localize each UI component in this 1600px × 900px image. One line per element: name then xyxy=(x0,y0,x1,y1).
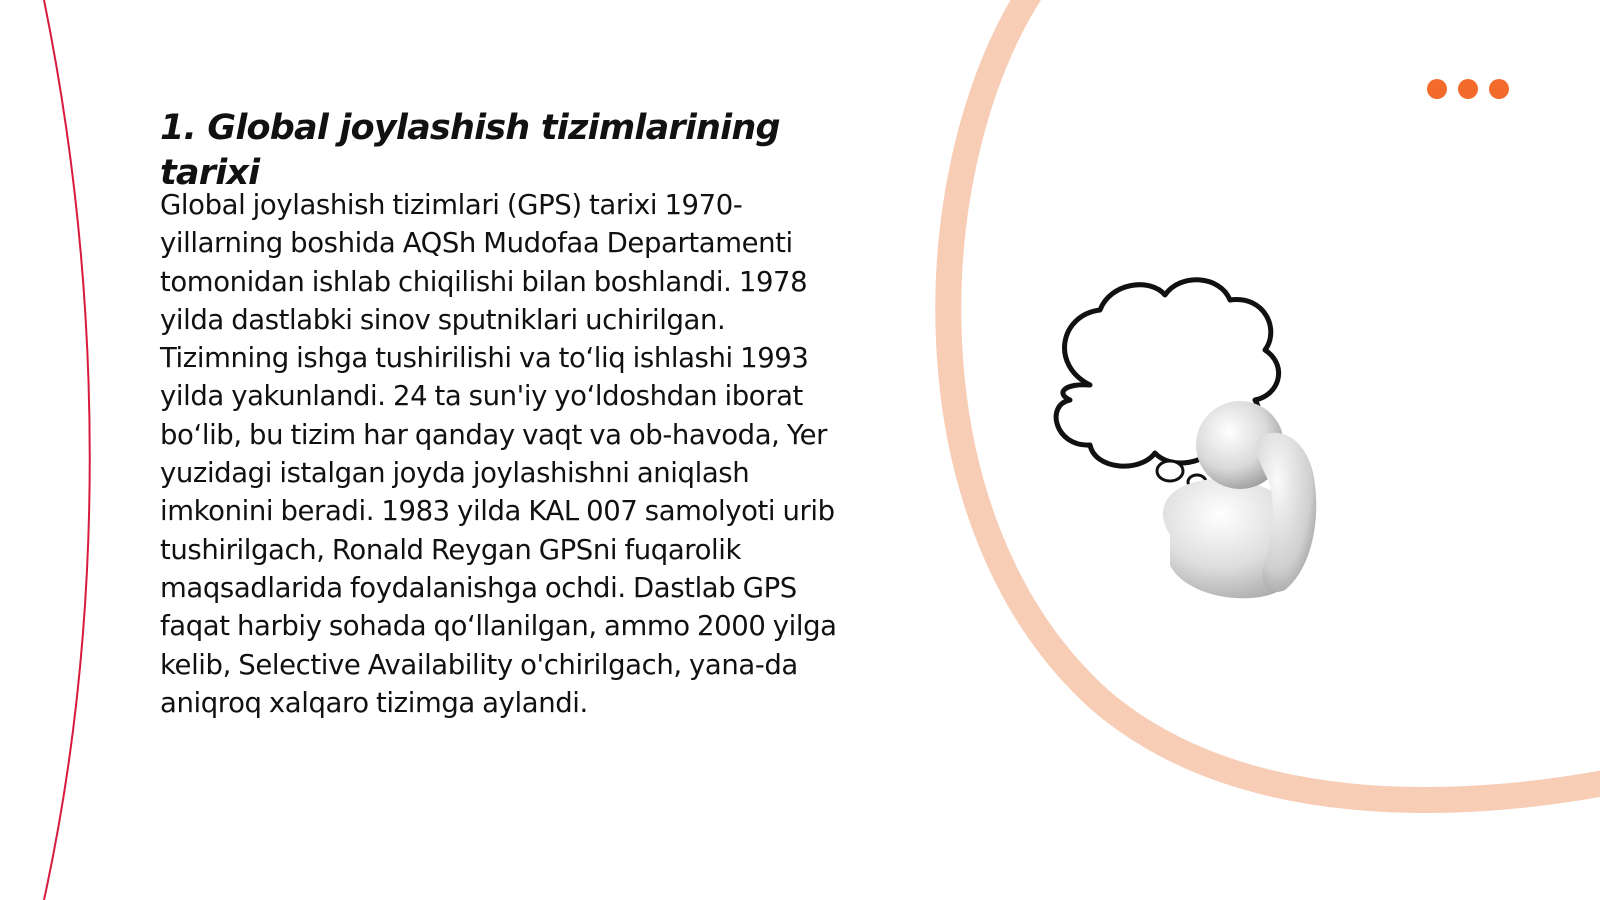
dot-icon xyxy=(1427,79,1447,99)
thinking-person-illustration xyxy=(1030,275,1350,615)
slide-body-text: Global joylashish tizimlari (GPS) tarixi 1970-yillarning boshida AQSh Mudofaa Departamenti tomonidan ishlab chiqilishi bilan boshlandi. 1978 yilda dastlabki sinov sputniklari uchirilgan. Tizimning ishga tushirilishi va to‘liq ishlashi 1993 yilda yakunlandi. 24 ta sun'iy yo‘ldoshdan iborat bo‘lib, bu tizim har qanday vaqt va ob-havoda, Yer yuzidagi istalgan joyda joylashishni aniqlash imkonini beradi. 1983 yilda KAL 007 samolyoti urib tushirilgach, Ronald Reygan GPSni fuqarolik maqsadlarida foydalanishga ochdi. Dastlab GPS faqat harbiy sohada qo‘llanilgan, ammo 2000 yilga kelib, Selective Availability o'chirilgach, yana-da aniqroq xalqaro tizimga aylandi. xyxy=(160,189,837,719)
slide-title: 1. Global joylashish tizimlarining tarixi xyxy=(160,108,780,193)
left-accent-arc xyxy=(44,0,90,900)
ellipsis-dots xyxy=(1427,79,1509,99)
dot-icon xyxy=(1458,79,1478,99)
dot-icon xyxy=(1489,79,1509,99)
